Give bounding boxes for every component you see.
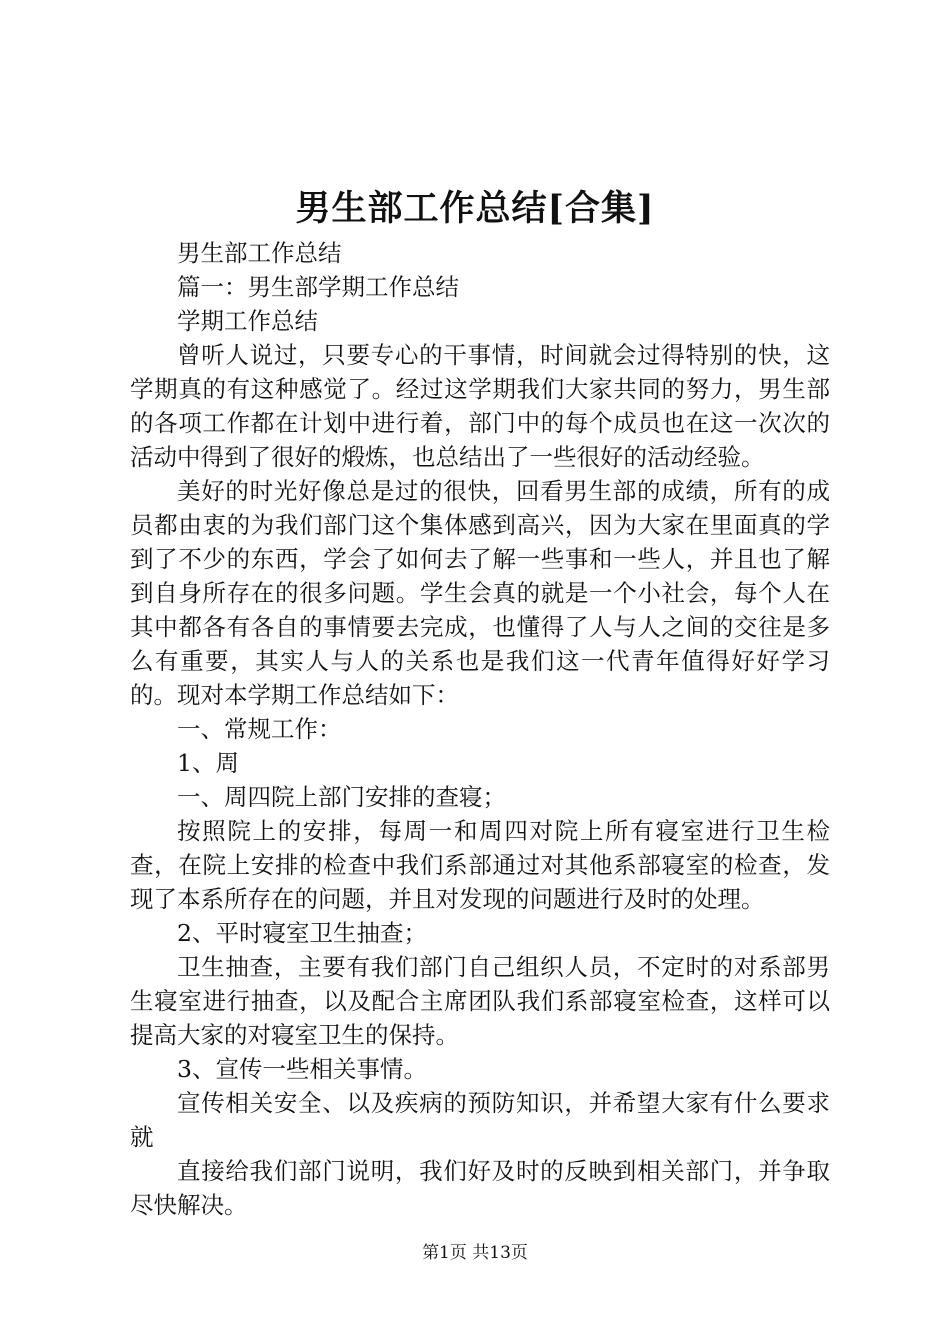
paragraph: 一、常规工作： — [177, 715, 342, 743]
paragraph: 学期工作总结 — [177, 307, 318, 335]
paragraph: 1、周 — [177, 749, 239, 777]
paragraph: 2、平时寝室卫生抽查； — [177, 919, 427, 947]
paragraph: 宣传相关安全、以及疾病的预防知识，并希望大家有什么要求就 — [130, 1089, 830, 1151]
document-body — [130, 236, 830, 1222]
document-title: 男生部工作总结[合集] — [295, 188, 655, 229]
paragraph: 卫生抽查，主要有我们部门自己组织人员，不定时的对系部男生寝室进行抽查，以及配合主席团队我们系部寝室检查，这样可以提高大家的对寝室卫生的保持。 — [130, 953, 830, 1049]
paragraph: 美好的时光好像总是过的很快，回看男生部的成绩，所有的成员都由衷的为我们部门这个集体感到高兴，因为大家在里面真的学到了不少的东西，学会了如何去了解一些事和一些人，并且也了解到自身所存在的很多问题。学生会真的就是一个小社会，每个人在其中都各有各自的事情要去完成，也懂得了人与人之间的交往是多么有重要，其实人与人的关系也是我们这一代青年值得好好学习的。现对本学期工作总结如下： — [130, 477, 830, 709]
paragraph: 直接给我们部门说明，我们好及时的反映到相关部门，并争取尽快解决。 — [130, 1157, 830, 1219]
paragraph: 一、周四院上部门安排的查寝； — [177, 783, 506, 811]
paragraph: 3、宣传一些相关事情。 — [177, 1055, 427, 1083]
paragraph: 男生部工作总结 — [177, 239, 342, 267]
page-footer: 第1页 共13页 — [422, 1243, 528, 1263]
paragraph: 曾听人说过，只要专心的干事情，时间就会过得特别的快，这学期真的有这种感觉了。经过这学期我们大家共同的努力，男生部的各项工作都在计划中进行着，部门中的每个成员也在这一次次的活动中得到了很好的煅炼，也总结出了一些很好的活动经验。 — [130, 341, 830, 471]
paragraph: 篇一：男生部学期工作总结 — [177, 273, 459, 301]
paragraph: 按照院上的安排，每周一和周四对院上所有寝室进行卫生检查，在院上安排的检查中我们系部通过对其他系部寝室的检查，发现了本系所存在的问题，并且对发现的问题进行及时的处理。 — [130, 817, 830, 913]
